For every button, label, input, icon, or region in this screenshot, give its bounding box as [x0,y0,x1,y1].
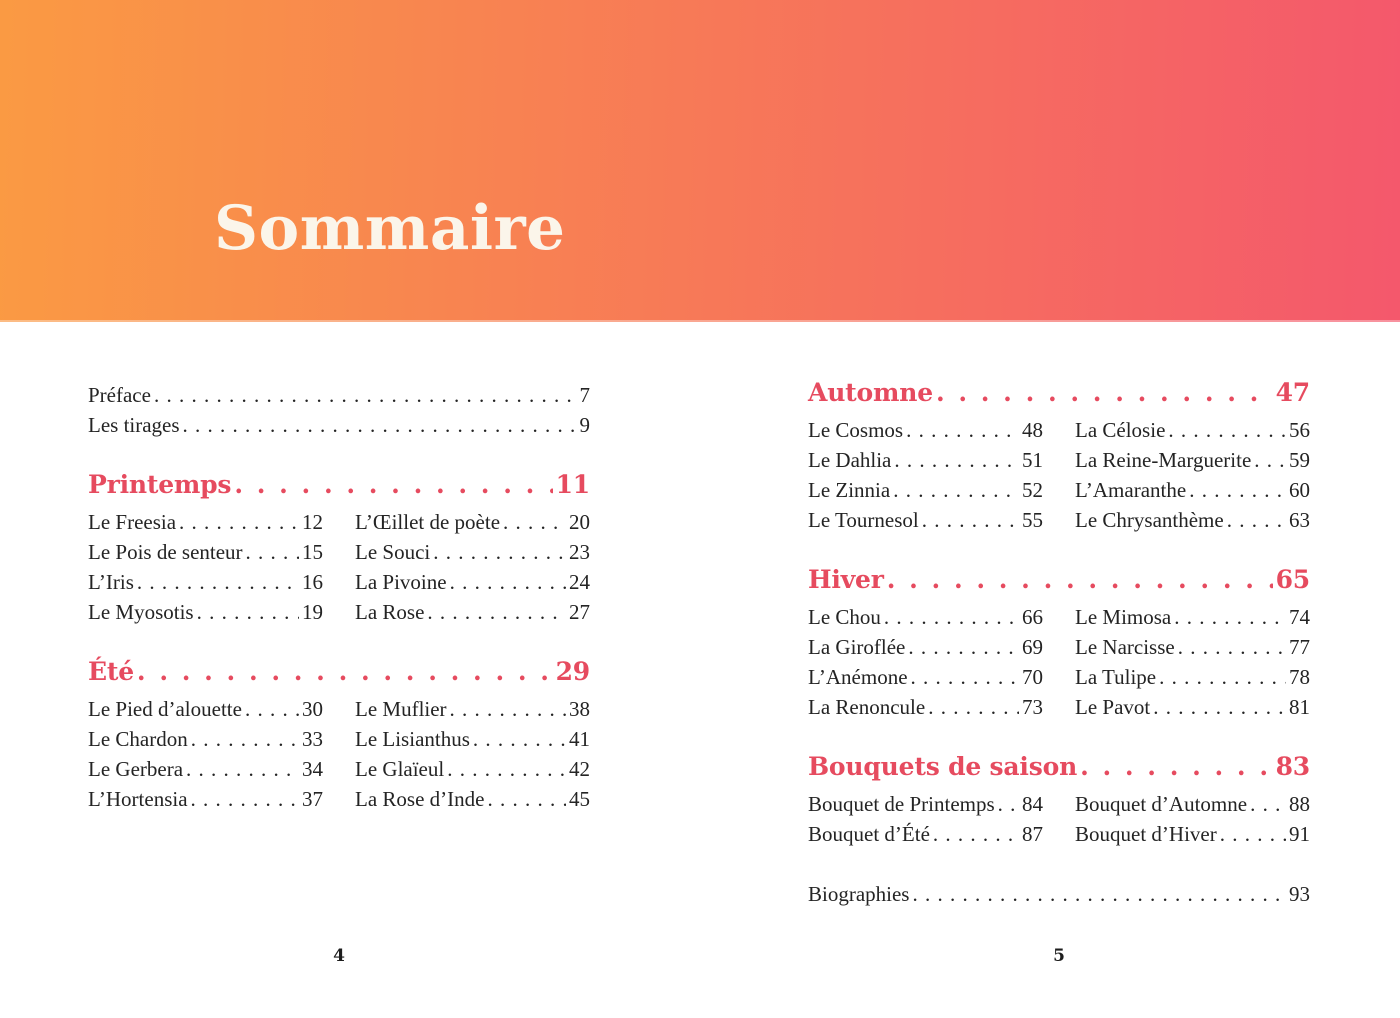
toc-entry-label: La Tulipe [1075,665,1157,689]
dot-leader [928,692,1019,722]
right-folio: 5 [1053,946,1065,966]
dot-leader [197,597,299,627]
toc-entry-label: La Rose d’Inde [355,787,485,811]
dot-leader [884,602,1019,632]
toc-section [808,376,1310,535]
toc-entry-page-ref: 20 [569,510,590,534]
toc-entry-label: Le Mimosa [1075,605,1172,629]
dot-leader [906,415,1019,445]
dot-leader [1174,602,1286,632]
toc-section-columns [808,602,1310,722]
dot-leader [1168,415,1286,445]
dot-leader [245,694,299,724]
toc-entry-page-ref: 42 [569,757,590,781]
toc-entry-label: Le Muflier [355,697,447,721]
dot-leader [450,694,566,724]
toc-section-heading-page-ref: 11 [555,470,590,499]
toc-entry-label: L’Œillet de poète [355,510,501,534]
toc-entry-page-ref: 55 [1022,508,1043,532]
toc-entry-label: Le Pavot [1075,695,1151,719]
dot-leader [191,784,299,814]
toc-entry [1075,819,1310,849]
dot-leader [1254,445,1286,475]
toc-entry [808,789,1043,819]
toc-entry-label: La Pivoine [355,570,447,594]
dot-leader [183,410,577,440]
toc-entry-page-ref: 45 [569,787,590,811]
toc-entry [355,694,590,724]
toc-entry [808,445,1043,475]
toc-entry-page-ref: 78 [1289,665,1310,689]
toc-entry-label: Le Souci [355,540,431,564]
toc-entry-page-ref: 52 [1022,478,1043,502]
dot-leader [1153,692,1286,722]
toc-entry-page-ref: 56 [1289,418,1310,442]
toc-entry-label: Bouquet d’Automne [1075,792,1248,816]
toc-section-heading-label: Hiver [808,565,884,594]
toc-entry-page-ref: 74 [1289,605,1310,629]
toc-entry-page-ref: 9 [579,413,590,437]
toc-entry [808,602,1043,632]
dot-leader [154,380,577,410]
toc-entry-label: La Giroflée [808,635,906,659]
toc-entry-label: Préface [88,383,151,407]
toc-section-heading-label: Été [88,657,134,686]
dot-leader [908,632,1019,662]
toc-entry [808,692,1043,722]
toc-section-heading-label: Printemps [88,470,232,499]
toc-section-heading-page-ref: 47 [1275,378,1310,407]
page-title: Sommaire [214,193,566,264]
toc-entry [1075,505,1310,535]
toc-entry-page-ref: 69 [1022,635,1043,659]
toc-entry-page-ref: 60 [1289,478,1310,502]
toc-entry-page-ref: 7 [579,383,590,407]
dot-leader [473,724,566,754]
toc-entry-page-ref: 70 [1022,665,1043,689]
toc-section-heading [88,655,590,688]
toc-entry [88,694,323,724]
toc-entry-label: Bouquet d’Hiver [1075,822,1217,846]
toc-entry-page-ref: 48 [1022,418,1043,442]
toc-entry-label: Le Cosmos [808,418,904,442]
dot-leader [447,754,566,784]
toc-entry-label: Le Freesia [88,510,177,534]
toc-entry [808,819,1043,849]
toc-entry-page-ref: 88 [1289,792,1310,816]
toc-entry [808,662,1043,692]
toc-page-left [88,380,590,980]
dot-leader [1159,662,1286,692]
toc-column [1075,415,1310,535]
dot-leader [137,655,553,688]
toc-column [808,415,1043,535]
toc-entry-page-ref: 59 [1289,448,1310,472]
toc-section-heading-label: Bouquets de saison [808,752,1078,781]
dot-leader [137,567,299,597]
dot-leader [191,724,299,754]
header-banner [0,0,1400,322]
toc-entry [88,537,323,567]
toc-entry-page-ref: 66 [1022,605,1043,629]
toc-column [88,507,323,627]
toc-entry-page-ref: 33 [302,727,323,751]
dot-leader [234,468,552,501]
dot-leader [894,445,1019,475]
toc-section-heading [808,563,1310,596]
dot-leader [1220,819,1286,849]
toc-entry [355,784,590,814]
toc-entry [88,724,323,754]
dot-leader [487,784,566,814]
toc-entry-label: Le Pois de senteur [88,540,243,564]
toc-column [808,602,1043,722]
toc-entry-page-ref: 34 [302,757,323,781]
dot-leader [179,507,299,537]
toc-entry [355,724,590,754]
toc-entry [1075,602,1310,632]
toc-entry [1075,445,1310,475]
toc-section-heading [808,376,1310,409]
toc-column [1075,602,1310,722]
left-folio: 4 [333,946,345,966]
toc-entry-page-ref: 27 [569,600,590,624]
toc-section-columns [808,415,1310,535]
toc-entry-label: Le Pied d’alouette [88,697,242,721]
toc-entry [808,505,1043,535]
toc-entry-label: L’Amaranthe [1075,478,1187,502]
dot-leader [503,507,566,537]
toc-section [808,563,1310,722]
toc-entry-label: La Renoncule [808,695,926,719]
toc-entry-page-ref: 23 [569,540,590,564]
toc-entry-page-ref: 91 [1289,822,1310,846]
toc-entry-label: L’Anémone [808,665,908,689]
toc-entry-label: Le Narcisse [1075,635,1175,659]
toc-entry [808,415,1043,445]
toc-entry-label: Le Chou [808,605,881,629]
toc-entry-page-ref: 24 [569,570,590,594]
dot-leader [893,475,1019,505]
toc-entry-label: Biographies [808,882,910,906]
toc-entry-page-ref: 41 [569,727,590,751]
toc-entry-page-ref: 73 [1022,695,1043,719]
dot-leader [450,567,566,597]
toc-entry-label: La Rose [355,600,425,624]
toc-entry-page-ref: 12 [302,510,323,534]
toc-entry [1075,415,1310,445]
toc-entry [808,632,1043,662]
dot-leader [1227,505,1286,535]
toc-column [1075,789,1310,849]
toc-column [355,507,590,627]
toc-entry [88,754,323,784]
toc-entry [355,754,590,784]
left-page-blocks [88,380,590,814]
toc-entry [88,784,323,814]
toc-entry [1075,789,1310,819]
toc-entry-page-ref: 16 [302,570,323,594]
dot-leader [887,563,1273,596]
dot-leader [911,662,1019,692]
toc-entry-label: Le Chardon [88,727,188,751]
toc-entry [355,597,590,627]
toc-entry [88,507,323,537]
dot-leader [936,376,1273,409]
toc-entry-page-ref: 51 [1022,448,1043,472]
toc-section-columns [88,507,590,627]
toc-entry [1075,632,1310,662]
toc-entry-page-ref: 87 [1022,822,1043,846]
dot-leader [912,879,1286,909]
toc-entry [355,567,590,597]
toc-column [355,694,590,814]
toc-entry [355,507,590,537]
toc-entry-page-ref: 81 [1289,695,1310,719]
toc-section-heading-page-ref: 65 [1275,565,1310,594]
toc-entry [1075,662,1310,692]
toc-entry [88,380,590,410]
toc-column [88,694,323,814]
dot-leader [1250,789,1286,819]
toc-entry [1075,692,1310,722]
toc-entry-label: Le Zinnia [808,478,891,502]
toc-entry-page-ref: 77 [1289,635,1310,659]
toc-entry-label: Le Glaïeul [355,757,445,781]
toc-section-heading-label: Automne [808,378,933,407]
toc-section [808,750,1310,849]
toc-entry-page-ref: 38 [569,697,590,721]
toc-entry-label: Le Myosotis [88,600,194,624]
toc-entry-label: Le Gerbera [88,757,184,781]
toc-entry [88,567,323,597]
toc-simple-block [88,380,590,440]
toc-entry [88,597,323,627]
toc-column [808,789,1043,849]
toc-entry-label: Le Dahlia [808,448,892,472]
toc-entry [88,410,590,440]
dot-leader [998,789,1019,819]
dot-leader [246,537,299,567]
toc-entry-page-ref: 63 [1289,508,1310,532]
dot-leader [427,597,566,627]
toc-entry [355,537,590,567]
toc-entry-label: L’Hortensia [88,787,188,811]
toc-section-heading-page-ref: 83 [1275,752,1310,781]
toc-entry-page-ref: 93 [1289,882,1310,906]
toc-entry [1075,475,1310,505]
toc-section-columns [88,694,590,814]
toc-entry-label: L’Iris [88,570,134,594]
toc-section [88,655,590,814]
toc-page-right [808,376,1310,980]
right-page-blocks [808,376,1310,909]
toc-entry-label: La Reine-Marguerite [1075,448,1252,472]
dot-leader [186,754,299,784]
toc-entry-label: Le Chrysanthème [1075,508,1224,532]
toc-simple-block [808,879,1310,909]
toc-entry-page-ref: 19 [302,600,323,624]
toc-entry-label: Le Lisianthus [355,727,470,751]
dot-leader [1080,750,1273,783]
toc-entry-page-ref: 15 [302,540,323,564]
dot-leader [433,537,566,567]
toc-section [88,468,590,627]
toc-entry-label: Bouquet de Printemps [808,792,995,816]
toc-section-heading [808,750,1310,783]
toc-entry-page-ref: 37 [302,787,323,811]
toc-section-heading [88,468,590,501]
toc-entry-label: Le Tournesol [808,508,919,532]
toc-entry-page-ref: 84 [1022,792,1043,816]
dot-leader [1189,475,1286,505]
dot-leader [933,819,1019,849]
toc-entry-label: Les tirages [88,413,180,437]
toc-entry-label: Bouquet d’Été [808,822,930,846]
toc-entry-page-ref: 30 [302,697,323,721]
dot-leader [922,505,1019,535]
toc-entry-label: La Célosie [1075,418,1166,442]
toc-section-heading-page-ref: 29 [555,657,590,686]
toc-entry [808,879,1310,909]
toc-section-columns [808,789,1310,849]
toc-entry [808,475,1043,505]
dot-leader [1178,632,1286,662]
